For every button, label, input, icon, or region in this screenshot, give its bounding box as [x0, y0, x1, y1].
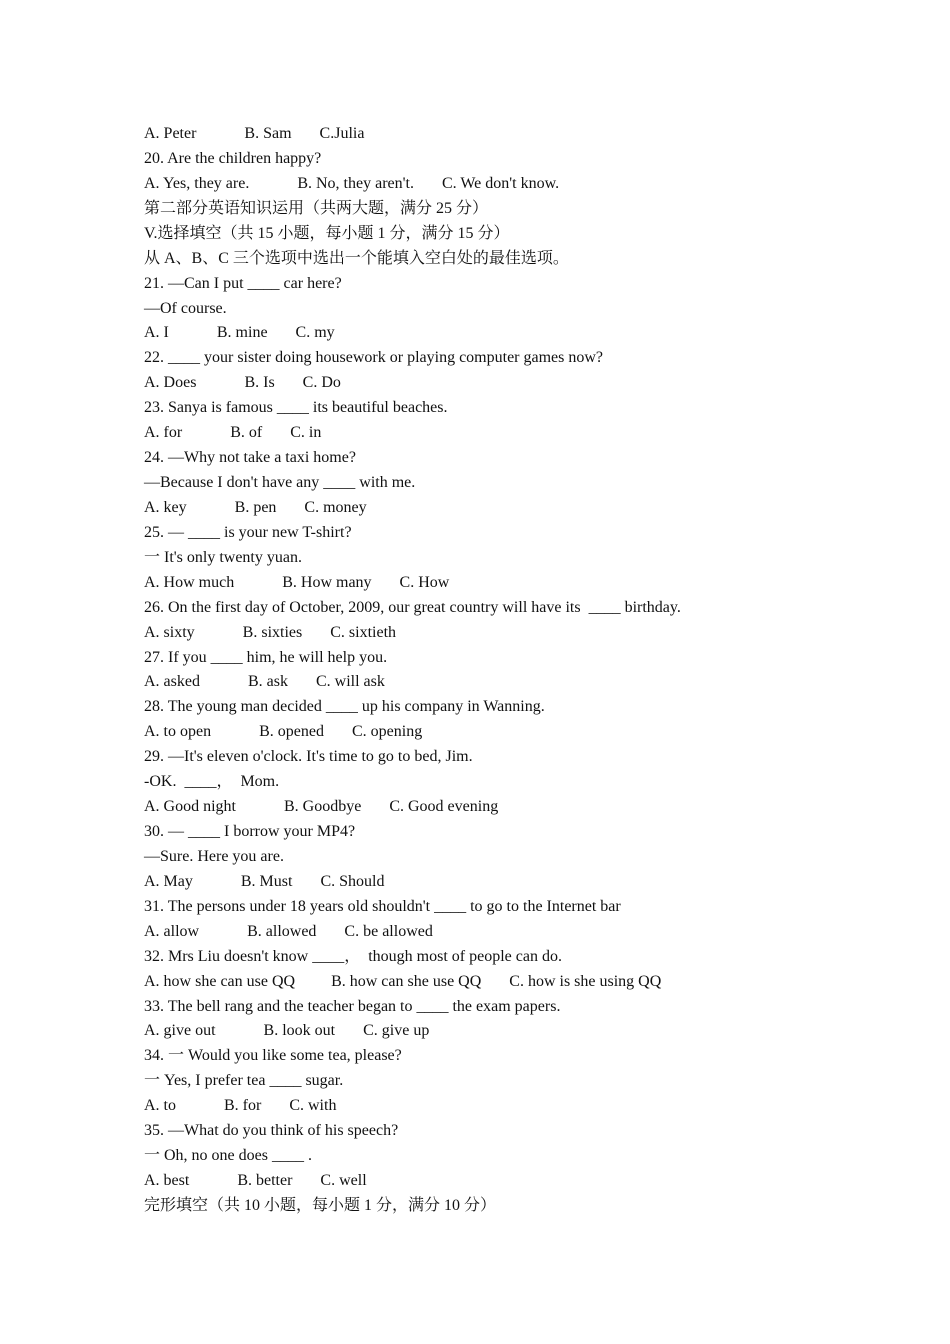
- text-line: 32. Mrs Liu doesn't know ____， though most of people can do.: [144, 947, 562, 965]
- text-line: A. give out B. look out C. give up: [144, 1022, 430, 1040]
- text-line: —Sure. Here you are.: [144, 847, 284, 865]
- text-line: A. allow B. allowed C. be allowed: [144, 922, 433, 940]
- text-line: A. Good night B. Goodbye C. Good evening: [144, 798, 499, 816]
- text-line: A. sixty B. sixties C. sixtieth: [144, 623, 397, 641]
- text-line: A. May B. Must C. Should: [144, 872, 385, 890]
- text-line: A. best B. better C. well: [144, 1172, 367, 1190]
- text-line: V.选择填空（共 15 小题，每小题 1 分，满分 15 分）: [144, 224, 510, 242]
- text-line: 20. Are the children happy?: [144, 149, 322, 167]
- text-line: 26. On the first day of October, 2009, our great country will have its ____ birthday.: [144, 598, 681, 616]
- text-line: A. asked B. ask C. will ask: [144, 673, 385, 691]
- text-line: 35. —What do you think of his speech?: [144, 1122, 399, 1140]
- text-line: A. Does B. Is C. Do: [144, 374, 341, 392]
- text-line: 28. The young man decided ____ up his company in Wanning.: [144, 698, 545, 716]
- text-line: A. for B. of C. in: [144, 424, 322, 442]
- text-line: -OK. ____， Mom.: [144, 773, 280, 791]
- text-line: 一 Yes, I prefer tea ____ sugar.: [144, 1072, 344, 1090]
- text-line: 33. The bell rang and the teacher began to ____ the exam papers.: [144, 997, 561, 1015]
- text-line: —Because I don't have any ____ with me.: [144, 474, 416, 492]
- text-line: 29. —It's eleven o'clock. It's time to go to bed, Jim.: [144, 748, 473, 766]
- text-line: 一 It's only twenty yuan.: [144, 548, 302, 566]
- text-line: 25. — ____ is your new T-shirt?: [144, 523, 352, 541]
- text-line: 第二部分英语知识运用（共两大题，满分 25 分）: [144, 199, 489, 217]
- text-line: 21. —Can I put ____ car here?: [144, 274, 342, 292]
- text-line: A. key B. pen C. money: [144, 498, 367, 516]
- text-line: A. I B. mine C. my: [144, 324, 335, 342]
- text-line: A. Yes, they are. B. No, they aren't. C. We don't know.: [144, 174, 560, 192]
- text-line: A. how she can use QQ B. how can she use QQ C. how is she using QQ: [144, 972, 662, 990]
- text-line: A. to open B. opened C. opening: [144, 723, 423, 741]
- text-line: 23. Sanya is famous ____ its beautiful beaches.: [144, 399, 448, 417]
- text-line: 24. —Why not take a taxi home?: [144, 449, 356, 467]
- text-line: 30. — ____ I borrow your MP4?: [144, 823, 356, 841]
- text-line: A. How much B. How many C. How: [144, 573, 450, 591]
- text-line: 31. The persons under 18 years old shouldn't ____ to go to the Internet bar: [144, 897, 621, 915]
- text-line: 22. ____ your sister doing housework or playing computer games now?: [144, 349, 604, 367]
- text-line: 从 A、B、C 三个选项中选出一个能填入空白处的最佳选项。: [144, 249, 569, 267]
- text-line: 34. 一 Would you like some tea, please?: [144, 1047, 402, 1065]
- text-line: A. Peter B. Sam C.Julia: [144, 125, 365, 142]
- text-line: —Of course.: [144, 299, 227, 317]
- text-line: A. to B. for C. with: [144, 1097, 337, 1115]
- text-line: 一 Oh, no one does ____ .: [144, 1147, 312, 1165]
- text-line: 完形填空（共 10 小题，每小题 1 分，满分 10 分）: [144, 1196, 497, 1214]
- text-line: 27. If you ____ him, he will help you.: [144, 648, 388, 666]
